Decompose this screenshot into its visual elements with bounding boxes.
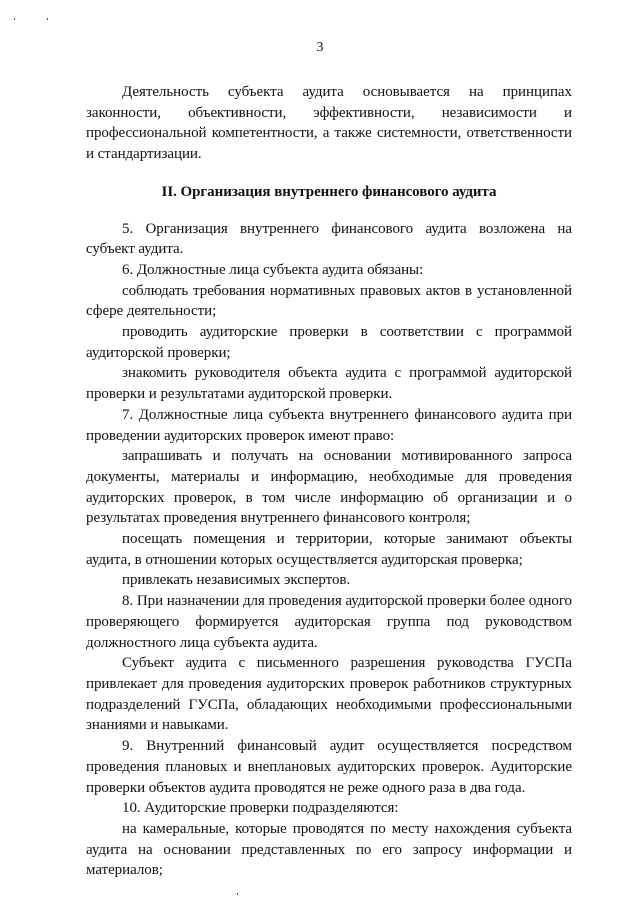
paragraph-6-item: знакомить руководителя объекта аудита с программой аудиторской проверки и результатами аудиторской проверки. [86,365,572,403]
paragraph-9: 9. Внутренний финансовый аудит осуществляется посредством проведения плановых и внеплановых аудиторских проверок. Аудиторские проверки объектов аудита проводятся не реже одного раза в два года. [86,738,572,796]
paragraph-10-item: на камеральные, которые проводятся по месту нахождения субъекта аудита на основании представленных по его запросу информации и материалов; [86,820,572,879]
paragraph-7-item: привлекать независимых экспертов. [122,572,351,589]
paragraph-7: 7. Должностные лица субъекта внутреннего финансового аудита при проведении аудиторских проверок имеют право: [86,406,572,444]
paragraph-10: 10. Аудиторские проверки подразделяются: [122,800,399,817]
paragraph-5: 5. Организация внутреннего финансового аудита возложена на субъект аудита. [86,220,572,258]
paragraph-8: 8. При назначении для проведения аудиторской проверки более одного проверяющего формируется аудиторская группа под руководством должностного лица субъекта аудита. [86,593,572,651]
page-number: 3 [316,40,324,55]
scan-speck [14,18,15,20]
paragraph-6-item: соблюдать требования нормативных правовых актов в установленной сфере деятельности; [86,282,572,320]
paragraph-7-item: запрашивать и получать на основании мотивированного запроса документы, материалы и информацию, необходимые для проведения аудиторских проверок, в том числе информацию об организации и о результатах проведения внутреннего финансового контроля; [86,448,572,527]
section-heading: II. Организация внутреннего финансового аудита [161,183,497,200]
paragraph-6-item: проводить аудиторские проверки в соответствии с программой аудиторской проверки; [86,324,572,361]
document-body [86,82,572,881]
paragraph-principles: Деятельность субъекта аудита основывается на принципах законности, объективности, эффективности, независимости и профессиональной компетентности, а также системности, ответственности и стандартизации. [86,84,572,163]
paragraph-7-item: посещать помещения и территории, которые занимают объекты аудита, в отношении которых осуществляется аудиторская проверка; [86,531,572,568]
scan-speck [237,893,238,895]
paragraph-8-continued: Субъект аудита с письменного разрешения руководства ГУСПа привлекает для проведения аудиторских проверок работников структурных подразделений ГУСПа, обладающих необходимыми профессиональными знаниями и навыками. [86,655,572,734]
paragraph-6: 6. Должностные лица субъекта аудита обязаны: [122,261,424,278]
scan-speck [47,18,48,20]
